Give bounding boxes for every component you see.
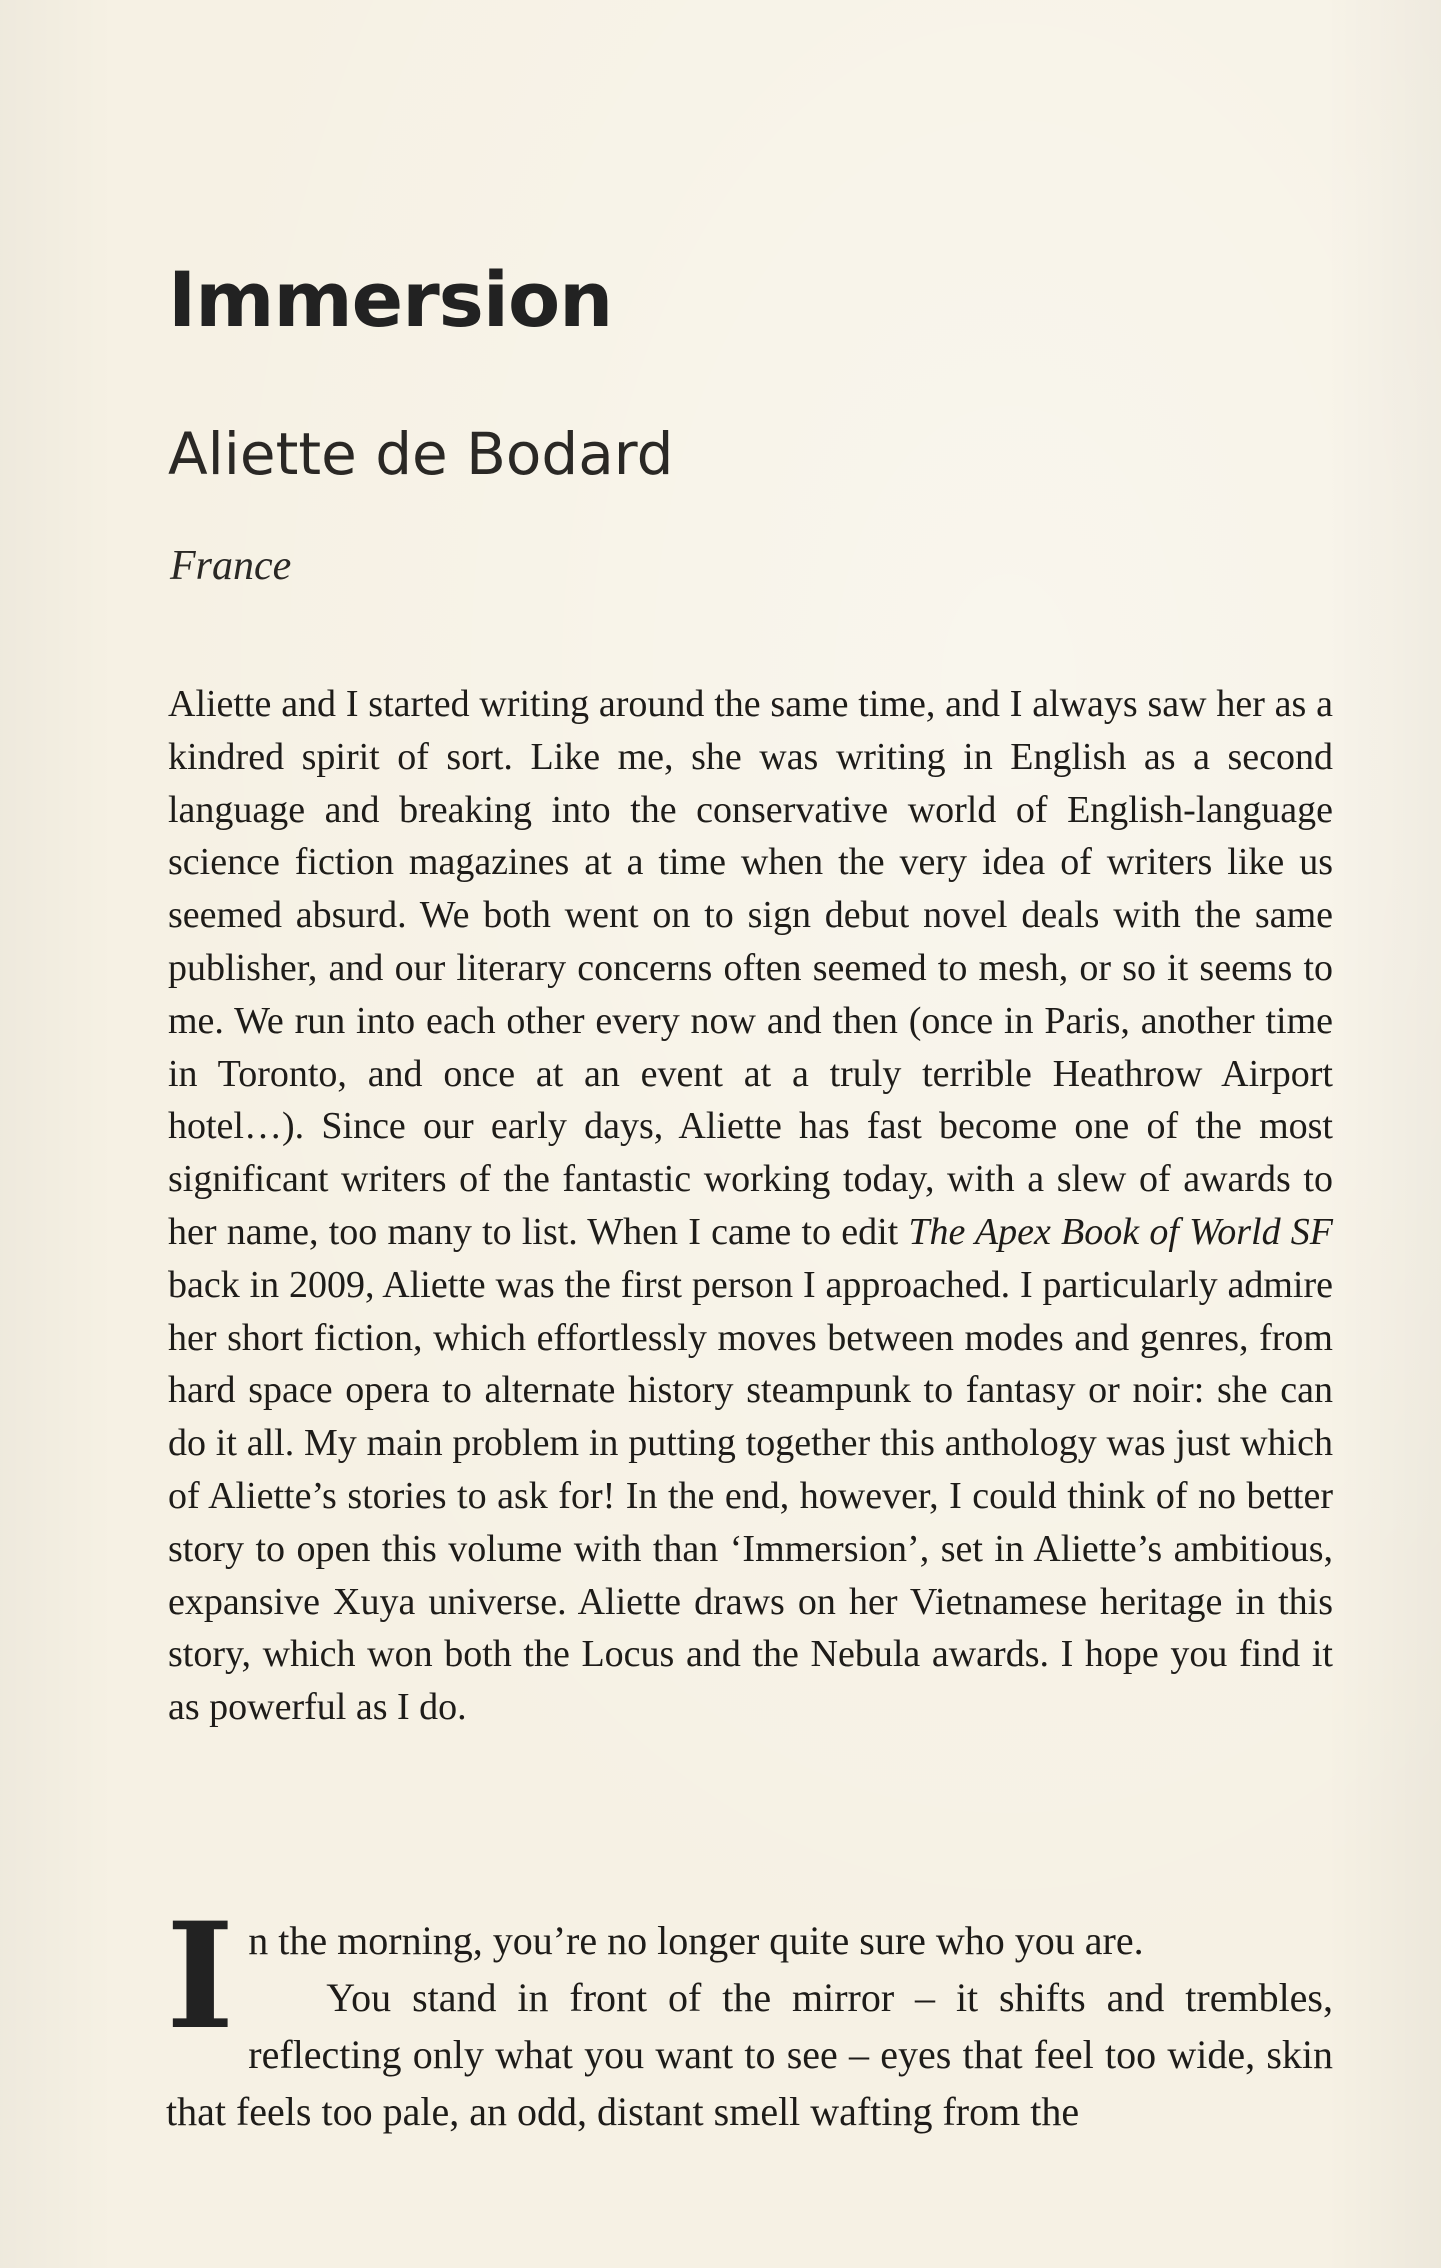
intro-text-part-1: Aliette and I started writing around the same time, and I always saw her as a kindred spirit of sort. Like me, she was writing in English as a second language and breaking into the conservative world of English-language science fiction magazines at a time when the very idea of writers like us seemed absurd. We both went on to sign debut novel deals with the same publisher, and our literary concerns often seemed to mesh, or so it seems to me. We run into each other every now and then (once in Paris, another time in Toronto, and once at an event at a truly terrible Heathrow Airport hotel…). Since our early days, Aliette has fast become one of the most significant writers of the fantastic working today, with a slew of awards to her name, too many to list. When I came to edit [168, 683, 1333, 1253]
drop-cap: I [166, 1891, 235, 2062]
anthology-title: The Apex Book of World SF [908, 1210, 1333, 1253]
story-first-line: n the morning, you’re no longer quite sure who you are. [248, 1918, 1144, 1963]
story-opening [166, 1891, 1333, 2140]
intro-text-part-2: back in 2009, Aliette was the first person I approached. I particularly admire her short fiction, which effortlessly moves between modes and genres, from hard space opera to alternate history steampunk to fantasy or noir: she can do it all. My main problem in putting together this anthology was just which of Aliette’s stories to ask for! In the end, however, I could think of no better story to open this volume with than ‘Immersion’, set in Aliette’s ambitious, expansive Xuya universe. Aliette draws on her Vietnamese heritage in this story, which won both the Locus and the Nebula awards. I hope you find it as powerful as I do. [168, 1263, 1333, 1729]
editor-introduction [168, 678, 1333, 1734]
story-title: Immersion [168, 255, 613, 344]
author-name: Aliette de Bodard [168, 420, 674, 488]
author-country: France [170, 543, 292, 589]
story-second-paragraph: You stand in front of the mirror – it shifts and trembles, reflecting only what you want to see – eyes that feel too wide, skin that feels too pale, an odd, distant smell wafting from the [166, 1975, 1333, 2134]
